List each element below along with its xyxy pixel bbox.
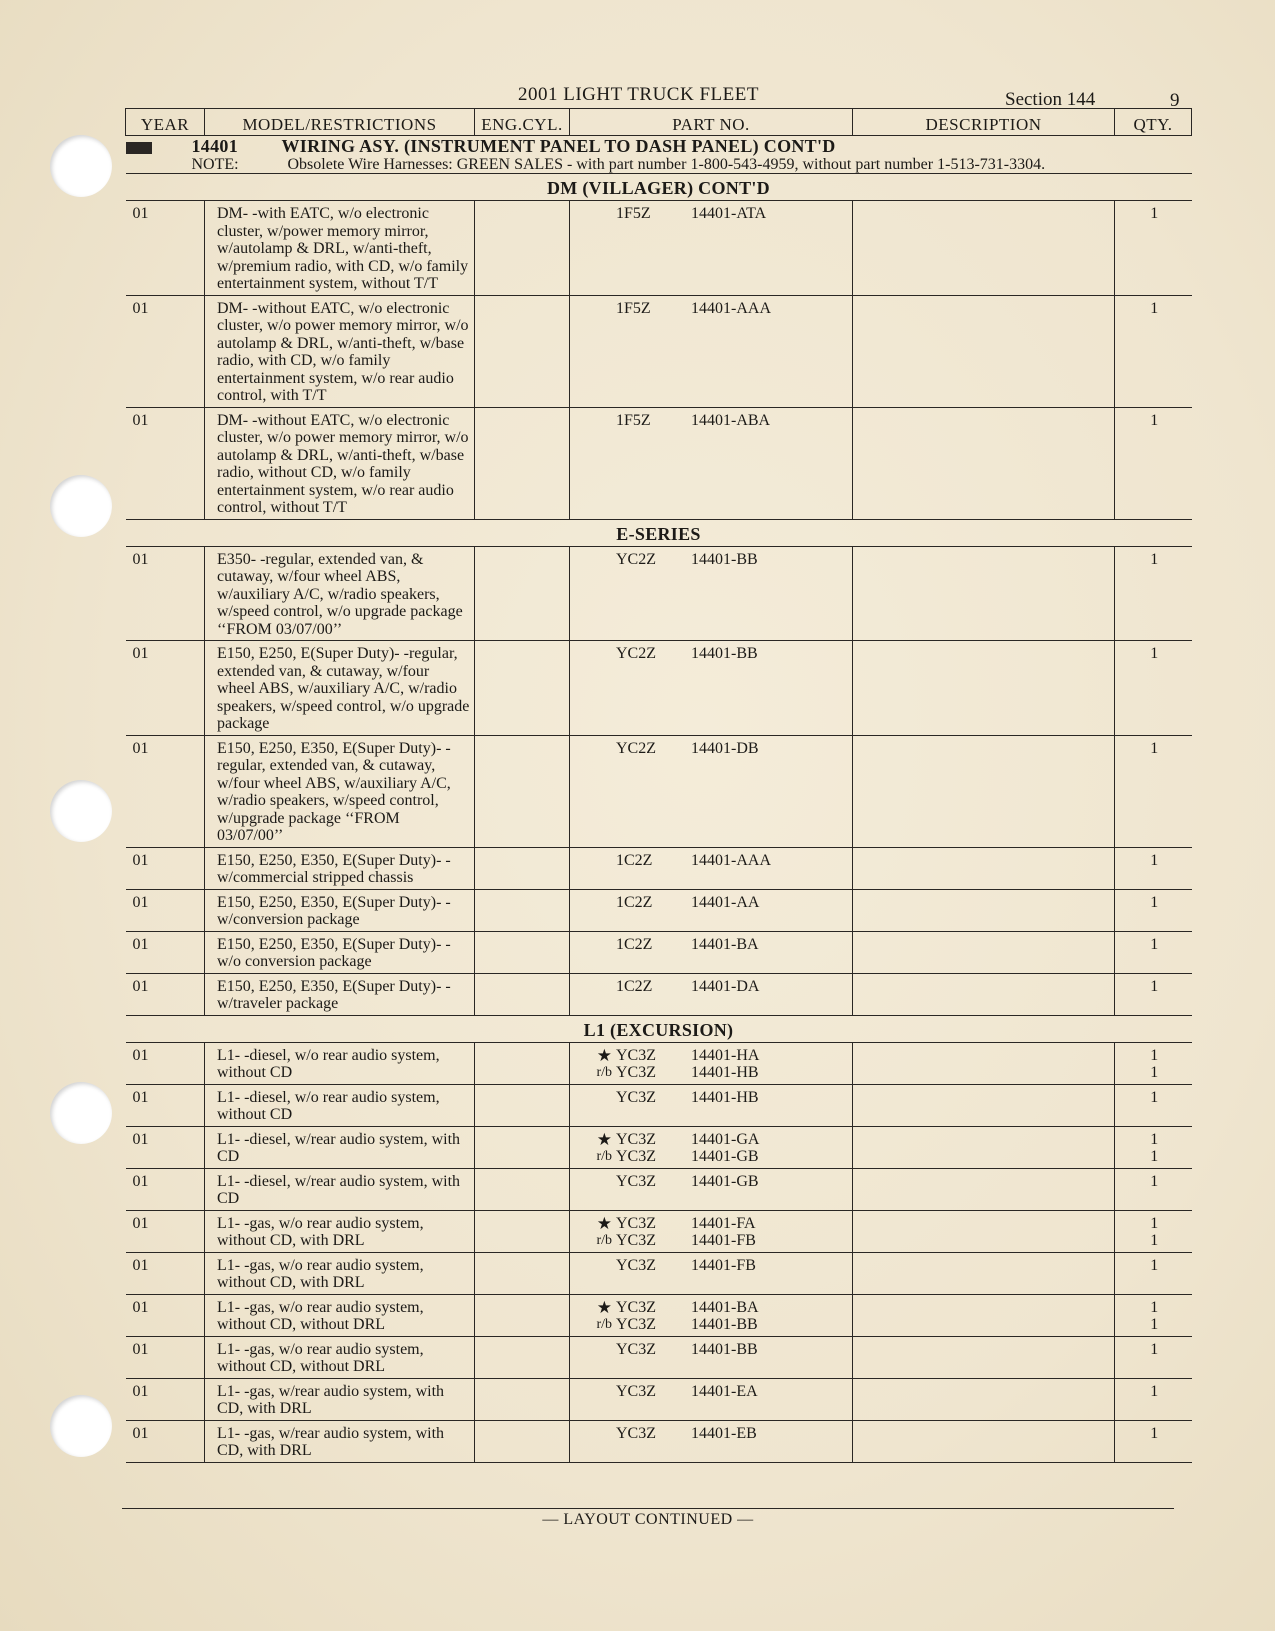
qty-cell: [1115, 973, 1192, 1015]
part-mark: [584, 1089, 616, 1107]
part-line: [584, 894, 848, 912]
year-cell: 01: [126, 1252, 205, 1294]
part-mark: r/b: [596, 1233, 612, 1248]
table-row: [126, 889, 1192, 931]
part-prefix: YC3Z: [616, 1316, 656, 1333]
description-cell: [853, 1210, 1115, 1252]
part-line: [584, 852, 848, 870]
part-line: [584, 1064, 848, 1082]
qty-value: 1: [1150, 1316, 1159, 1333]
part-mark: r/b: [596, 1149, 612, 1164]
star-icon: ★: [596, 1213, 612, 1233]
part-number: 14401-AA: [691, 893, 760, 911]
part-line: [584, 936, 848, 954]
qty-value: 1: [1150, 550, 1159, 568]
part-line: [584, 1383, 848, 1401]
model-restrictions-cell: L1- -gas, w/o rear audio system, without CD, with DRL: [205, 1210, 475, 1252]
description-cell: [853, 201, 1115, 296]
part-line: [584, 1089, 848, 1107]
qty-cell: [1115, 1378, 1192, 1420]
model-restrictions-cell: DM- -without EATC, w/o electronic cluster, w/o power memory mirror, w/o autolamp & DRL, w/anti-theft, w/base radio, with CD, w/o family entertainment system, w/o rear audio control, with T/T: [205, 295, 475, 407]
qty-value: 1: [1150, 1064, 1159, 1081]
qty-cell: [1115, 295, 1192, 407]
table-row: [126, 1126, 1192, 1168]
qty-cell: [1115, 407, 1192, 519]
part-mark: [584, 936, 616, 954]
part-mark: [584, 300, 616, 318]
group-header-row: [126, 174, 1192, 201]
description-cell: [853, 1084, 1115, 1126]
part-line: [584, 1425, 848, 1443]
eng-cyl-cell: [475, 847, 570, 889]
qty-value: 1: [1150, 739, 1159, 757]
part-number: 14401-BB: [691, 550, 758, 568]
part-number: 14401-FB: [691, 1256, 756, 1274]
table-row: [126, 1168, 1192, 1210]
table-row: [126, 1294, 1192, 1336]
part-prefix: YC2Z: [616, 550, 656, 568]
model-restrictions-cell: L1- -diesel, w/rear audio system, with CD: [205, 1126, 475, 1168]
qty-cell: [1115, 1336, 1192, 1378]
part-no-cell: [570, 1252, 853, 1294]
qty-value: 1: [1150, 1424, 1159, 1442]
eng-cyl-cell: [475, 201, 570, 296]
table-row: [126, 1210, 1192, 1252]
qty-value: 1: [1150, 1172, 1159, 1190]
part-mark: [584, 852, 616, 870]
table-row: [126, 407, 1192, 519]
part-prefix: YC3Z: [616, 1382, 656, 1400]
description-cell: [853, 1294, 1115, 1336]
year-cell: 01: [126, 295, 205, 407]
eng-cyl-cell: [475, 889, 570, 931]
table-row: [126, 1042, 1192, 1084]
model-restrictions-cell: E150, E250, E350, E(Super Duty)- -regular, extended van, & cutaway, w/four wheel ABS, w/auxiliary A/C, w/radio speakers, w/speed control, w/upgrade package ‘‘FROM 03/07/00’’: [205, 735, 475, 847]
description-cell: [853, 973, 1115, 1015]
eng-cyl-cell: [475, 735, 570, 847]
part-number: 14401-BA: [691, 1298, 759, 1316]
eng-cyl-cell: [475, 1336, 570, 1378]
qty-value: 1: [1150, 1130, 1159, 1148]
part-mark: r/b: [596, 1065, 612, 1080]
part-no-cell: [570, 931, 853, 973]
part-line: [584, 1316, 848, 1334]
part-line: [584, 1257, 848, 1275]
qty-value: 1: [1150, 1046, 1159, 1064]
column-header-description: DESCRIPTION: [853, 109, 1115, 136]
table-row: [126, 201, 1192, 296]
part-number: 14401-BB: [691, 1340, 758, 1358]
column-header-row: [126, 109, 1192, 136]
model-restrictions-cell: L1- -diesel, w/rear audio system, with CD: [205, 1168, 475, 1210]
part-line: [584, 1215, 848, 1233]
description-cell: [853, 641, 1115, 736]
part-prefix: YC3Z: [616, 1046, 656, 1064]
model-restrictions-cell: L1- -gas, w/rear audio system, with CD, with DRL: [205, 1378, 475, 1420]
part-prefix: YC3Z: [616, 1148, 656, 1165]
reference-marker: [126, 142, 152, 154]
part-prefix: 1C2Z: [616, 851, 653, 869]
part-number: 14401-HB: [691, 1064, 759, 1081]
part-no-cell: [570, 1084, 853, 1126]
part-no-cell: [570, 1336, 853, 1378]
binder-hole: [50, 1082, 112, 1144]
model-restrictions-cell: L1- -gas, w/o rear audio system, without CD, without DRL: [205, 1294, 475, 1336]
part-number: 14401-AAA: [691, 299, 771, 317]
part-number: 14401-HB: [691, 1088, 759, 1106]
model-restrictions-cell: L1- -gas, w/rear audio system, with CD, with DRL: [205, 1420, 475, 1462]
part-prefix: YC3Z: [616, 1232, 656, 1249]
part-line: [584, 740, 848, 758]
part-mark: r/b: [596, 1317, 612, 1332]
part-no-cell: [570, 973, 853, 1015]
qty-cell: [1115, 1294, 1192, 1336]
qty-value: 1: [1150, 645, 1159, 662]
part-mark: [584, 1383, 616, 1401]
model-restrictions-cell: E150, E250, E(Super Duty)- -regular, extended van, & cutaway, w/four wheel ABS, w/auxiliary A/C, w/radio speakers, w/speed control, w/o upgrade package: [205, 641, 475, 736]
part-prefix: YC3Z: [616, 1214, 656, 1232]
part-number: 14401-GB: [691, 1148, 759, 1165]
eng-cyl-cell: [475, 1420, 570, 1462]
table-row: [126, 546, 1192, 641]
part-no-cell: [570, 889, 853, 931]
description-cell: [853, 407, 1115, 519]
table-row: [126, 1420, 1192, 1462]
table-row: [126, 1252, 1192, 1294]
page-number: 9: [1170, 90, 1180, 111]
qty-cell: [1115, 1420, 1192, 1462]
part-line: [584, 978, 848, 996]
description-cell: [853, 735, 1115, 847]
part-line: [584, 1047, 848, 1065]
eng-cyl-cell: [475, 1210, 570, 1252]
part-line: [584, 1173, 848, 1191]
part-no-cell: [570, 1294, 853, 1336]
layout-continued-footer: — LAYOUT CONTINUED —: [122, 1508, 1174, 1529]
model-restrictions-cell: E150, E250, E350, E(Super Duty)- -w/o conversion package: [205, 931, 475, 973]
part-number: 14401-ATA: [691, 205, 767, 222]
part-line: [584, 551, 848, 569]
qty-cell: [1115, 1042, 1192, 1084]
table-row: [126, 931, 1192, 973]
qty-value: 1: [1150, 1382, 1159, 1400]
description-cell: [853, 295, 1115, 407]
qty-cell: [1115, 1126, 1192, 1168]
part-number: 14401-FB: [691, 1232, 756, 1249]
star-icon: ★: [596, 1045, 612, 1065]
model-restrictions-cell: L1- -diesel, w/o rear audio system, without CD: [205, 1084, 475, 1126]
part-prefix: YC2Z: [616, 739, 656, 757]
part-mark: [584, 1173, 616, 1191]
qty-cell: [1115, 1210, 1192, 1252]
part-number: 14401-EA: [691, 1382, 758, 1400]
description-cell: [853, 931, 1115, 973]
model-restrictions-cell: E150, E250, E350, E(Super Duty)- -w/commercial stripped chassis: [205, 847, 475, 889]
table-row: [126, 847, 1192, 889]
qty-value: 1: [1150, 1148, 1159, 1165]
part-no-cell: [570, 546, 853, 641]
eng-cyl-cell: [475, 931, 570, 973]
description-cell: [853, 546, 1115, 641]
part-no-cell: [570, 407, 853, 519]
eng-cyl-cell: [475, 1084, 570, 1126]
qty-cell: [1115, 1084, 1192, 1126]
part-no-cell: [570, 1168, 853, 1210]
year-cell: 01: [126, 1294, 205, 1336]
description-cell: [853, 1336, 1115, 1378]
part-line: [584, 1341, 848, 1359]
table-row: [126, 735, 1192, 847]
qty-value: 1: [1150, 977, 1159, 995]
part-mark: [584, 551, 616, 569]
qty-cell: [1115, 1168, 1192, 1210]
note-label: NOTE:: [191, 155, 239, 173]
part-number: 14401-EB: [691, 1424, 757, 1442]
qty-value: 1: [1150, 851, 1159, 869]
model-restrictions-cell: DM- -with EATC, w/o electronic cluster, w/power memory mirror, w/autolamp & DRL, w/anti-theft, w/premium radio, with CD, w/o family entertainment system, without T/T: [205, 201, 475, 296]
model-restrictions-cell: E150, E250, E350, E(Super Duty)- -w/traveler package: [205, 973, 475, 1015]
part-no-cell: [570, 1420, 853, 1462]
binder-hole: [50, 1395, 112, 1457]
part-mark: [584, 894, 616, 912]
table-row: [126, 1336, 1192, 1378]
binder-hole: [50, 135, 112, 197]
description-cell: [853, 1126, 1115, 1168]
year-cell: 01: [126, 847, 205, 889]
part-number: 14401-HA: [691, 1046, 760, 1064]
binder-hole: [50, 780, 112, 842]
description-cell: [853, 1042, 1115, 1084]
year-cell: 01: [126, 735, 205, 847]
part-number: 14401-GA: [691, 1130, 760, 1148]
table-row: [126, 973, 1192, 1015]
part-no-cell: [570, 641, 853, 736]
part-line: [584, 1232, 848, 1250]
eng-cyl-cell: [475, 1168, 570, 1210]
model-restrictions-cell: L1- -gas, w/o rear audio system, without CD, without DRL: [205, 1336, 475, 1378]
part-no-cell: [570, 847, 853, 889]
parts-table: [125, 108, 1192, 1463]
note-text: Obsolete Wire Harnesses: GREEN SALES - with part number 1-800-543-4959, without part number 1-513-731-3304.: [287, 155, 1046, 173]
model-restrictions-cell: L1- -gas, w/o rear audio system, without CD, with DRL: [205, 1252, 475, 1294]
part-mark: [584, 1257, 616, 1275]
qty-value: 1: [1150, 1256, 1159, 1274]
year-cell: 01: [126, 201, 205, 296]
part-no-cell: [570, 1210, 853, 1252]
qty-cell: [1115, 1252, 1192, 1294]
part-line: [584, 645, 848, 663]
year-cell: 01: [126, 546, 205, 641]
qty-value: 1: [1150, 411, 1159, 429]
eng-cyl-cell: [475, 1126, 570, 1168]
qty-value: 1: [1150, 935, 1159, 953]
part-no-cell: [570, 1378, 853, 1420]
qty-cell: [1115, 735, 1192, 847]
part-prefix: 1C2Z: [616, 935, 653, 953]
part-number: 14401-BB: [691, 1316, 758, 1333]
qty-cell: [1115, 201, 1192, 296]
year-cell: 01: [126, 931, 205, 973]
year-cell: 01: [126, 1084, 205, 1126]
binder-hole: [50, 475, 112, 537]
year-cell: 01: [126, 1126, 205, 1168]
part-prefix: YC3Z: [616, 1298, 656, 1316]
part-no-cell: [570, 735, 853, 847]
part-prefix: 1C2Z: [616, 977, 653, 995]
column-header-qty: QTY.: [1115, 109, 1192, 136]
table-row: [126, 1378, 1192, 1420]
eng-cyl-cell: [475, 407, 570, 519]
table-row: [126, 295, 1192, 407]
group-header: L1 (EXCURSION): [126, 1015, 1192, 1042]
part-mark: [584, 978, 616, 996]
description-cell: [853, 1378, 1115, 1420]
part-prefix: YC3Z: [616, 1340, 656, 1358]
qty-value: 1: [1150, 1214, 1159, 1232]
star-icon: ★: [596, 1129, 612, 1149]
year-cell: 01: [126, 407, 205, 519]
model-restrictions-cell: DM- -without EATC, w/o electronic cluster, w/o power memory mirror, w/o autolamp & DRL, w/anti-theft, w/base radio, without CD, w/o family entertainment system, w/o rear audio control, without T/T: [205, 407, 475, 519]
part-prefix: 1F5Z: [616, 205, 651, 222]
table-row: [126, 1084, 1192, 1126]
part-mark: [584, 740, 616, 758]
part-prefix: YC3Z: [616, 1130, 656, 1148]
part-mark: [584, 1341, 616, 1359]
column-header-model: MODEL/RESTRICTIONS: [205, 109, 475, 136]
group-header: DM (VILLAGER) CONT'D: [126, 174, 1192, 201]
table-row: [126, 641, 1192, 736]
part-prefix: YC3Z: [616, 1424, 656, 1442]
eng-cyl-cell: [475, 295, 570, 407]
part-mark: [584, 205, 616, 223]
part-number: 14401-DB: [691, 739, 759, 757]
part-prefix: YC3Z: [616, 1064, 656, 1081]
qty-value: 1: [1150, 299, 1159, 317]
column-header-year: YEAR: [126, 109, 205, 136]
description-cell: [853, 1420, 1115, 1462]
eng-cyl-cell: [475, 546, 570, 641]
part-mark: [584, 645, 616, 663]
part-line: [584, 1299, 848, 1317]
qty-cell: [1115, 931, 1192, 973]
year-cell: 01: [126, 1420, 205, 1462]
year-cell: 01: [126, 889, 205, 931]
part-prefix: YC2Z: [616, 645, 656, 662]
qty-value: 1: [1150, 205, 1159, 222]
section-label: Section 144: [1005, 89, 1096, 110]
year-cell: 01: [126, 1168, 205, 1210]
part-line: [584, 1131, 848, 1149]
description-cell: [853, 1252, 1115, 1294]
part-number: 14401-FA: [691, 1214, 756, 1232]
eng-cyl-cell: [475, 1378, 570, 1420]
part-prefix: 1C2Z: [616, 893, 653, 911]
model-restrictions-cell: E150, E250, E350, E(Super Duty)- -w/conversion package: [205, 889, 475, 931]
qty-value: 1: [1150, 893, 1159, 911]
year-cell: 01: [126, 1336, 205, 1378]
qty-cell: [1115, 546, 1192, 641]
group-header-row: [126, 1015, 1192, 1042]
star-icon: ★: [596, 1297, 612, 1317]
page-title: 2001 LIGHT TRUCK FLEET: [518, 84, 759, 105]
part-mark: [584, 412, 616, 430]
reference-number: 14401: [191, 136, 238, 156]
qty-value: 1: [1150, 1232, 1159, 1249]
column-header-eng-cyl: ENG.CYL.: [475, 109, 570, 136]
part-number: 14401-BA: [691, 935, 759, 953]
part-line: [584, 205, 848, 223]
eng-cyl-cell: [475, 1252, 570, 1294]
part-prefix: 1F5Z: [616, 411, 651, 429]
year-cell: 01: [126, 1378, 205, 1420]
year-cell: 01: [126, 641, 205, 736]
year-cell: 01: [126, 1042, 205, 1084]
part-number: 14401-AAA: [691, 851, 771, 869]
qty-cell: [1115, 847, 1192, 889]
qty-value: 1: [1150, 1298, 1159, 1316]
eng-cyl-cell: [475, 1042, 570, 1084]
part-prefix: YC3Z: [616, 1172, 656, 1190]
part-no-cell: [570, 295, 853, 407]
eng-cyl-cell: [475, 973, 570, 1015]
year-cell: 01: [126, 973, 205, 1015]
column-header-part-no: PART NO.: [570, 109, 853, 136]
reference-title: WIRING ASY. (INSTRUMENT PANEL TO DASH PANEL) CONT'D: [281, 136, 836, 156]
part-number: 14401-DA: [691, 977, 760, 995]
model-restrictions-cell: L1- -diesel, w/o rear audio system, without CD: [205, 1042, 475, 1084]
part-no-cell: [570, 201, 853, 296]
part-mark: [584, 1425, 616, 1443]
part-number: 14401-ABA: [691, 411, 771, 429]
part-line: [584, 300, 848, 318]
description-cell: [853, 847, 1115, 889]
part-number: 14401-GB: [691, 1172, 759, 1190]
group-header-row: [126, 519, 1192, 546]
description-cell: [853, 889, 1115, 931]
qty-cell: [1115, 641, 1192, 736]
description-cell: [853, 1168, 1115, 1210]
qty-value: 1: [1150, 1340, 1159, 1358]
part-line: [584, 1148, 848, 1166]
part-no-cell: [570, 1042, 853, 1084]
eng-cyl-cell: [475, 1294, 570, 1336]
part-number: 14401-BB: [691, 645, 758, 662]
part-no-cell: [570, 1126, 853, 1168]
year-cell: 01: [126, 1210, 205, 1252]
model-restrictions-cell: E350- -regular, extended van, & cutaway, w/four wheel ABS, w/auxiliary A/C, w/radio speakers, w/speed control, w/o upgrade package ‘‘FROM 03/07/00’’: [205, 546, 475, 641]
part-line: [584, 412, 848, 430]
qty-cell: [1115, 889, 1192, 931]
part-prefix: 1F5Z: [616, 299, 651, 317]
eng-cyl-cell: [475, 641, 570, 736]
part-prefix: YC3Z: [616, 1256, 656, 1274]
qty-value: 1: [1150, 1088, 1159, 1106]
group-header: E-SERIES: [126, 519, 1192, 546]
reference-row: [126, 136, 1192, 174]
part-prefix: YC3Z: [616, 1088, 656, 1106]
